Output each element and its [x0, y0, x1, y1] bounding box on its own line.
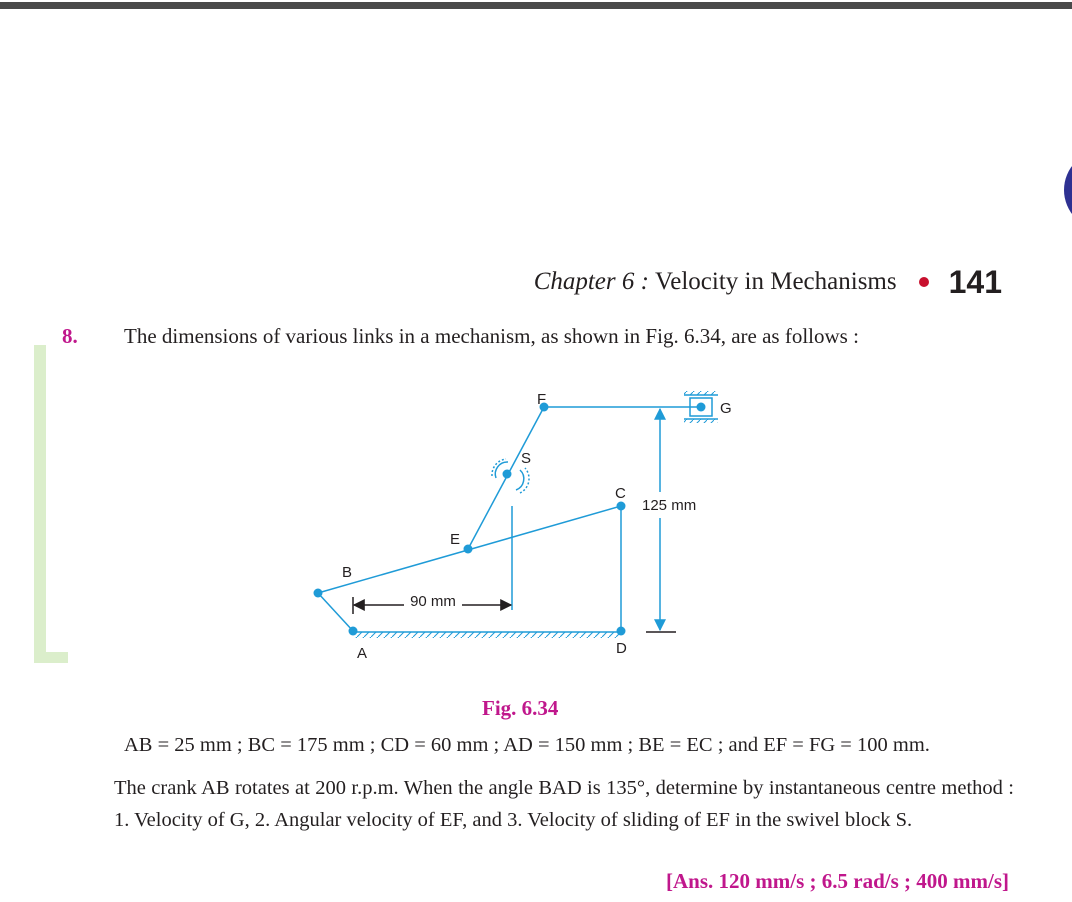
joint-e	[464, 545, 473, 554]
label-f: F	[537, 391, 547, 408]
label-c: C	[615, 485, 626, 502]
dimension-90-label: 90 mm	[410, 593, 456, 610]
label-b: B	[342, 564, 353, 581]
joint-g	[697, 403, 706, 412]
chapter-label: Chapter 6 :	[533, 268, 649, 295]
page-number: 141	[948, 263, 1002, 300]
joint-s	[503, 470, 512, 479]
link-ab	[318, 593, 353, 631]
dimension-125-label: 125 mm	[642, 497, 697, 514]
dimensions-text: AB = 25 mm ; BC = 175 mm ; CD = 60 mm ; AD = 150 mm ; BE = EC ; and EF = FG = 100 mm.	[124, 734, 930, 756]
question-number: 8.	[62, 324, 78, 348]
figure-caption: Fig. 6.34	[482, 696, 559, 720]
question-intro: The dimensions of various links in a mechanism, as shown in Fig. 6.34, are as follows :	[124, 324, 859, 348]
answer: [Ans. 120 mm/s ; 6.5 rad/s ; 400 mm/s]	[666, 869, 1009, 893]
label-g: G	[720, 400, 732, 417]
problem-text: The crank AB rotates at 200 r.p.m. When the angle BAD is 135°, determine by instantaneous centre method : 1. Velocity of G, 2. Angular velocity of EF, and 3. Velocity of sliding of EF in the swivel block S.	[114, 777, 1014, 831]
joint-a	[349, 627, 358, 636]
joint-c	[617, 502, 626, 511]
ground-hatch-ad	[353, 632, 621, 638]
chapter-title: Velocity in Mechanisms	[654, 268, 897, 295]
label-s: S	[521, 450, 532, 467]
label-d: D	[616, 640, 627, 657]
label-e: E	[450, 531, 461, 548]
label-a: A	[357, 645, 368, 662]
joint-d	[617, 627, 626, 636]
joint-b	[314, 589, 323, 598]
